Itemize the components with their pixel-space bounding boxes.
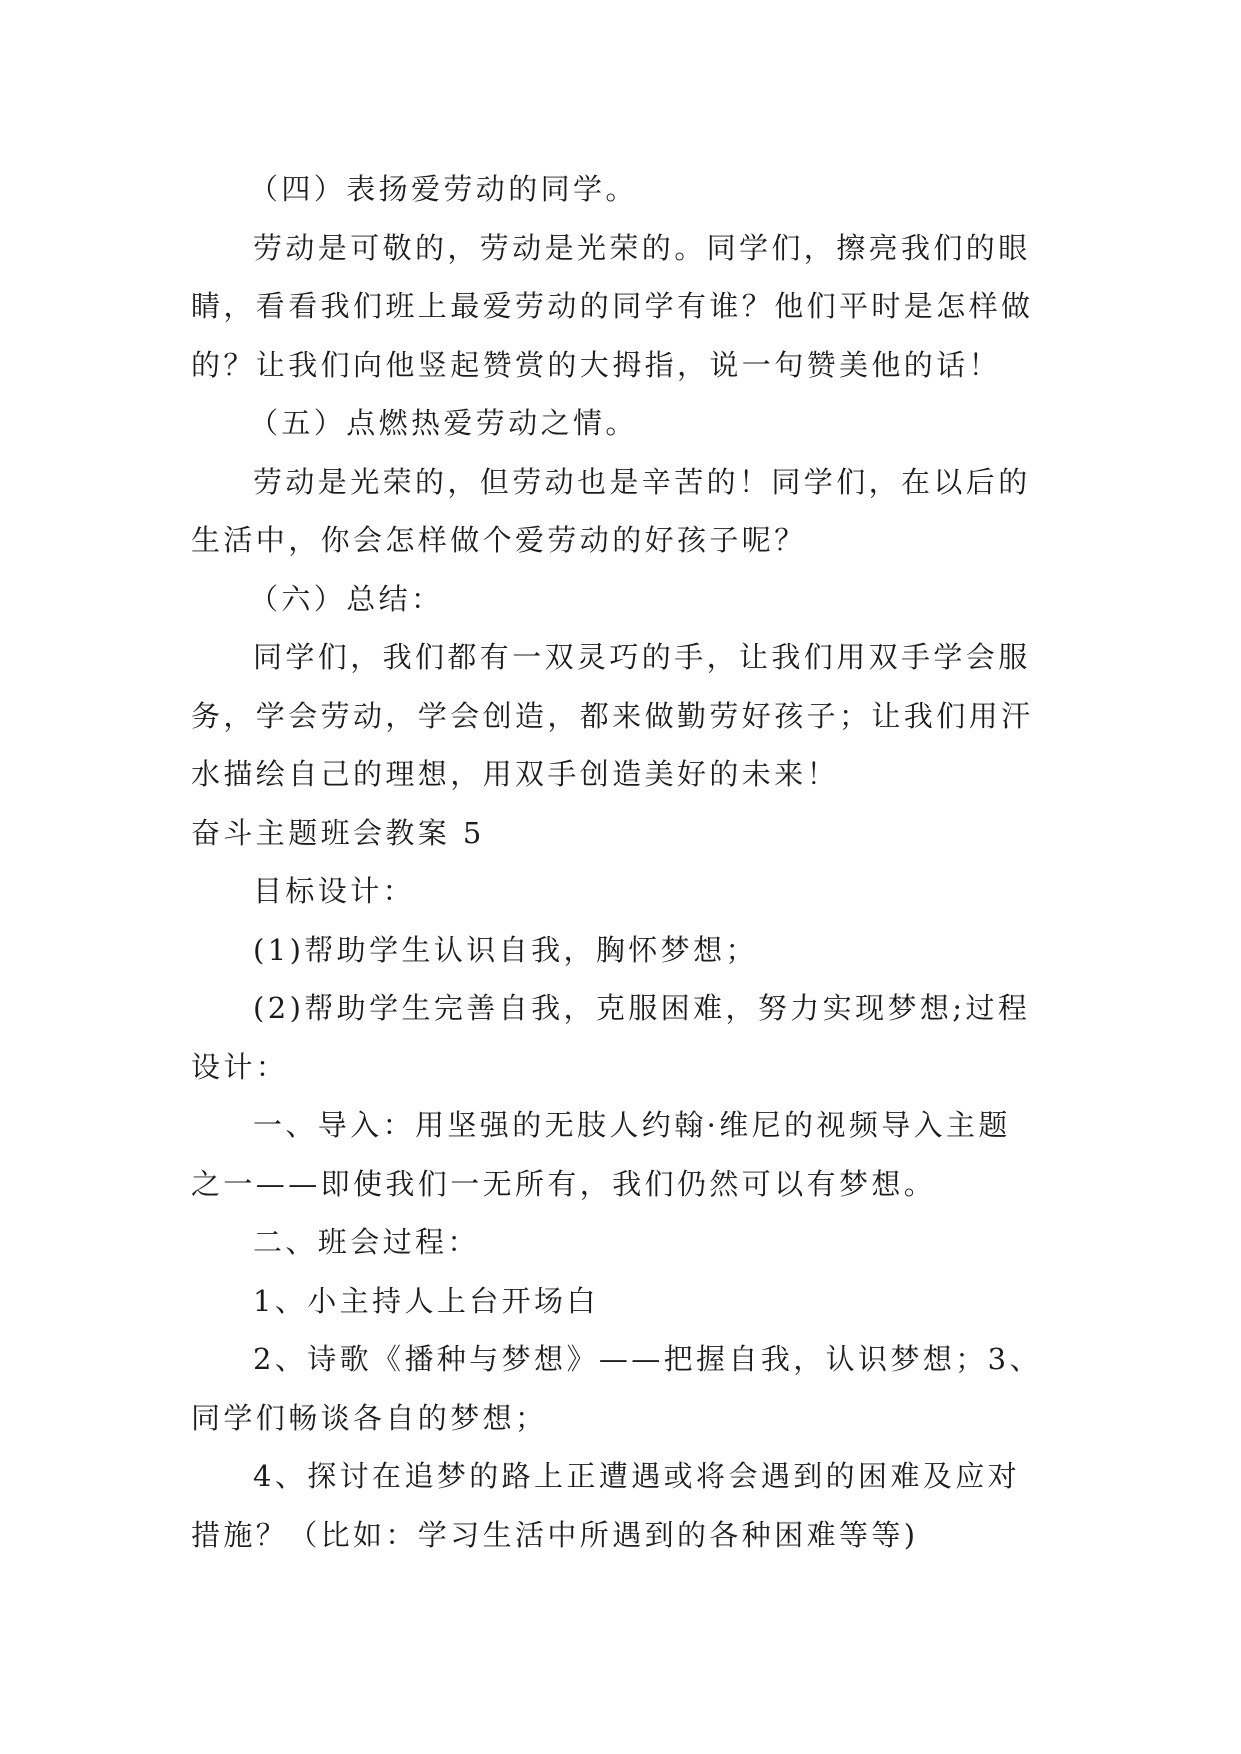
paragraph-line: 一、导入：用坚强的无肢人约翰·维尼的视频导入主题 bbox=[253, 1108, 1011, 1142]
paragraph-line: 睛，看看我们班上最爱劳动的同学有谁？他们平时是怎样做 bbox=[191, 289, 1034, 323]
section-heading: （四）表扬爱劳动的同学。 bbox=[249, 172, 638, 206]
paragraph-line: 措施？（比如：学习生活中所遇到的各种困难等等) bbox=[191, 1517, 919, 1552]
paragraph-line: 同学们畅谈各自的梦想； bbox=[191, 1400, 548, 1435]
paragraph-line: 劳动是可敬的，劳动是光荣的。同学们，擦亮我们的眼 bbox=[253, 230, 1031, 265]
paragraph-line: 水描绘自己的理想，用双手创造美好的未来！ bbox=[191, 757, 840, 791]
document-title: 奋斗主题班会教案 5 bbox=[191, 815, 485, 850]
paragraph-line: (1)帮助学生认识自我，胸怀梦想； bbox=[253, 932, 758, 967]
paragraph-line: (2)帮助学生完善自我，克服困难，努力实现梦想;过程 bbox=[253, 991, 1031, 1025]
paragraph-line: 同学们，我们都有一双灵巧的手，让我们用双手学会服 bbox=[253, 640, 1031, 674]
paragraph-line: 务，学会劳动，学会创造，都来做勤劳好孩子；让我们用汗 bbox=[191, 698, 1034, 733]
paragraph-line: 生活中，你会怎样做个爱劳动的好孩子呢？ bbox=[191, 523, 807, 557]
paragraph-line: 二、班会过程： bbox=[253, 1225, 480, 1259]
paragraph-line: 目标设计： bbox=[253, 874, 416, 908]
paragraph-line: 2、诗歌《播种与梦想》——把握自我，认识梦想；3、 bbox=[253, 1342, 1042, 1376]
paragraph-line: 的？让我们向他竖起赞赏的大拇指，说一句赞美他的话！ bbox=[191, 347, 1002, 382]
paragraph-line: 之一——即使我们一无所有，我们仍然可以有梦想。 bbox=[191, 1166, 937, 1201]
section-heading: （五）点燃热爱劳动之情。 bbox=[249, 406, 638, 440]
document-body bbox=[191, 160, 1051, 1564]
paragraph-line: 1、小主持人上台开场白 bbox=[253, 1283, 599, 1318]
paragraph-line: 劳动是光荣的，但劳动也是辛苦的！同学们，在以后的 bbox=[253, 464, 1031, 499]
section-heading: （六）总结： bbox=[249, 581, 444, 616]
paragraph-line: 设计： bbox=[191, 1049, 289, 1084]
paragraph-line: 4、探讨在追梦的路上正遭遇或将会遇到的困难及应对 bbox=[253, 1459, 1021, 1493]
